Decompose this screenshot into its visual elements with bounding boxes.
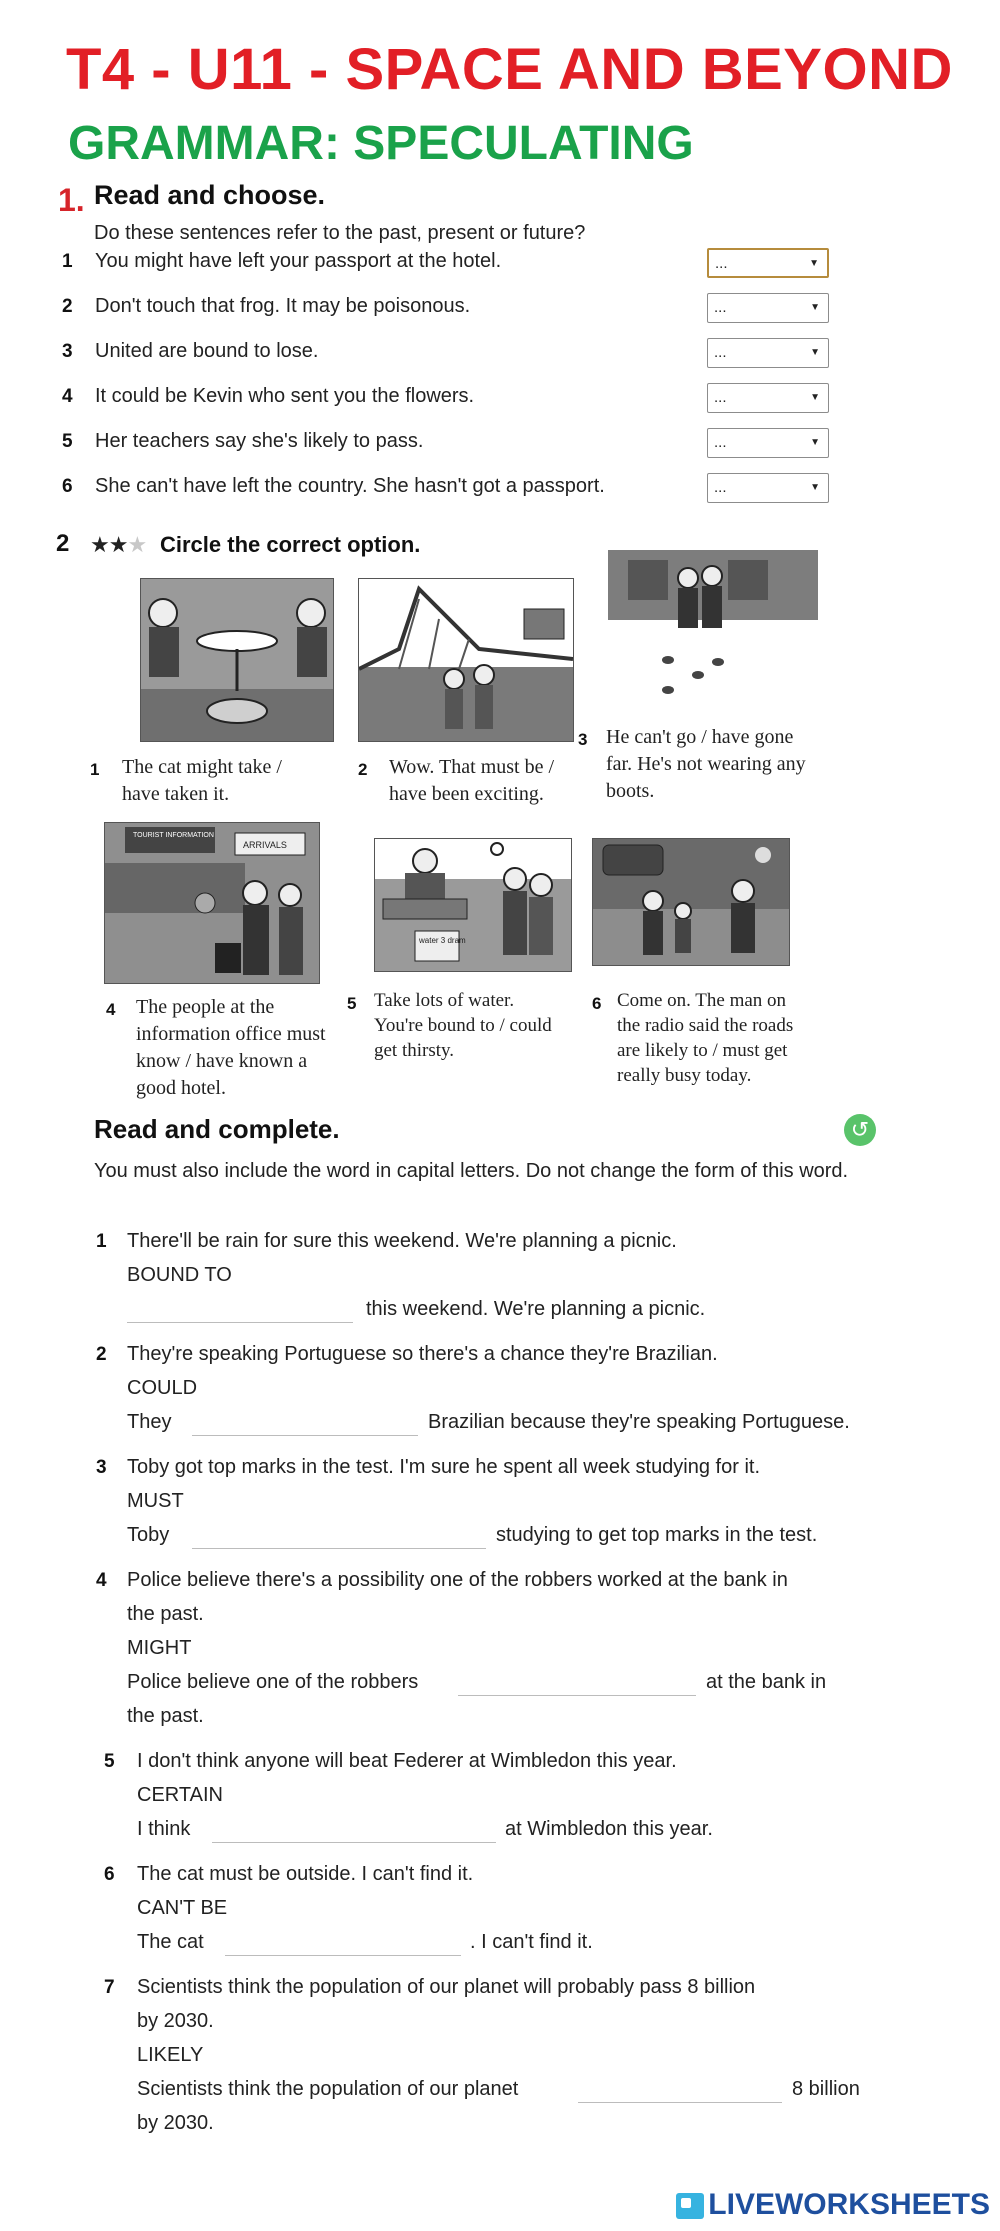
dropdown-value: ... bbox=[714, 389, 727, 406]
caption-line: get thirsty. bbox=[374, 1040, 455, 1061]
brand-name: LIVEWORKSHEETS bbox=[708, 2188, 990, 2221]
question-number: 5 bbox=[62, 431, 73, 452]
section2-number: 2 bbox=[56, 530, 70, 557]
question-number: 4 bbox=[62, 386, 73, 407]
answer-dropdown[interactable] bbox=[707, 338, 829, 368]
tourist-sign-label: TOURIST INFORMATION bbox=[133, 832, 214, 839]
exercise-after-text: by 2030. bbox=[137, 2112, 214, 2134]
caption-line: You're bound to / could bbox=[374, 1015, 552, 1036]
exercise-number: 3 bbox=[96, 1457, 107, 1478]
caption-number: 2 bbox=[358, 760, 368, 779]
dropdown-value: ... bbox=[714, 299, 727, 316]
caption-number: 1 bbox=[90, 760, 100, 779]
exercise-keyword: COULD bbox=[127, 1377, 198, 1399]
caption-line: Come on. The man on bbox=[617, 990, 787, 1011]
caret-down-icon: ▼ bbox=[810, 482, 820, 493]
caption-number: 4 bbox=[106, 1000, 116, 1019]
answer-input[interactable] bbox=[192, 1407, 418, 1436]
caption-line: Take lots of water. bbox=[374, 990, 515, 1011]
exercise-number: 2 bbox=[96, 1344, 107, 1365]
exercise-after-text: Brazilian because they're speaking Portuguese. bbox=[428, 1411, 850, 1433]
worksheet-title: T4 - U11 - SPACE AND BEYOND bbox=[66, 37, 953, 102]
section3-instruction: You must also include the word in capital letters. Do not change the form of this word. bbox=[94, 1160, 849, 1182]
caption-line: far. He's not wearing any bbox=[606, 753, 806, 775]
dropdown-value: ... bbox=[714, 344, 727, 361]
caret-down-icon: ▼ bbox=[810, 392, 820, 403]
answer-dropdown[interactable] bbox=[707, 428, 829, 458]
exercise-before-text: Toby bbox=[127, 1524, 170, 1546]
exercise-prompt: the past. bbox=[127, 1603, 204, 1625]
exercise-before-text: The cat bbox=[137, 1931, 204, 1953]
answer-input[interactable] bbox=[212, 1814, 496, 1843]
answer-input[interactable] bbox=[458, 1667, 696, 1696]
exercise-before-text: Police believe one of the robbers bbox=[127, 1671, 419, 1693]
exercise-prompt: I don't think anyone will beat Federer at Wimbledon this year. bbox=[137, 1750, 677, 1772]
liveworksheets-icon bbox=[676, 2193, 704, 2219]
exercise-before-text: I think bbox=[137, 1818, 191, 1840]
answer-input[interactable] bbox=[225, 1927, 461, 1956]
exercise-prompt: Scientists think the population of our planet will probably pass 8 billion bbox=[137, 1976, 756, 1998]
exercise-prompt: Toby got top marks in the test. I'm sure he spent all week studying for it. bbox=[127, 1456, 761, 1478]
water-stall-label: water 3 dram bbox=[419, 936, 466, 945]
exercise-number: 4 bbox=[96, 1570, 107, 1591]
answer-input[interactable] bbox=[127, 1294, 353, 1323]
answer-dropdown[interactable] bbox=[707, 293, 829, 323]
exercise-after-text: this weekend. We're planning a picnic. bbox=[366, 1298, 706, 1320]
exercise-before-text: They bbox=[127, 1411, 172, 1433]
exercise-number: 6 bbox=[104, 1864, 115, 1885]
refresh-icon: ↺ bbox=[850, 1117, 870, 1142]
caption-line: boots. bbox=[606, 780, 655, 802]
exercise-prompt: Police believe there's a possibility one of the robbers worked at the bank in bbox=[127, 1569, 788, 1591]
caret-down-icon: ▼ bbox=[810, 437, 820, 448]
question-number: 6 bbox=[62, 476, 73, 497]
caption-text bbox=[374, 988, 552, 1063]
question-number: 2 bbox=[62, 296, 73, 317]
caption-line: know / have known a bbox=[136, 1050, 308, 1072]
caption-text bbox=[136, 994, 326, 1102]
question-number: 3 bbox=[62, 341, 73, 362]
caption-line: The cat might take / bbox=[122, 756, 282, 778]
exercise-keyword: LIKELY bbox=[137, 2044, 204, 2066]
exercise-after-text: 8 billion bbox=[792, 2078, 860, 2100]
exercise-prompt: There'll be rain for sure this weekend. We're planning a picnic. bbox=[127, 1230, 677, 1252]
reset-button[interactable] bbox=[844, 1114, 876, 1146]
answer-dropdown[interactable] bbox=[707, 473, 829, 503]
caret-down-icon: ▼ bbox=[810, 347, 820, 358]
answer-dropdown[interactable] bbox=[707, 383, 829, 413]
illustration-water-stall bbox=[374, 838, 572, 972]
exercise-prompt: The cat must be outside. I can't find it. bbox=[137, 1863, 474, 1885]
question-text: Don't touch that frog. It may be poisonous. bbox=[95, 295, 471, 317]
exercise-keyword: MIGHT bbox=[127, 1637, 192, 1659]
exercise-prompt: by 2030. bbox=[137, 2010, 214, 2032]
worksheet-subtitle: GRAMMAR: SPECULATING bbox=[68, 117, 694, 170]
caption-text bbox=[617, 988, 793, 1088]
dropdown-value: ... bbox=[714, 434, 727, 451]
exercise-after-text: the past. bbox=[127, 1705, 204, 1727]
section1-heading: Read and choose. bbox=[94, 180, 326, 210]
caption-text bbox=[389, 754, 554, 808]
question-text: United are bound to lose. bbox=[95, 340, 319, 362]
caption-line: information office must bbox=[136, 1023, 326, 1045]
caption-line: the radio said the roads bbox=[617, 1015, 794, 1036]
illustration-restaurant bbox=[140, 578, 334, 742]
caret-down-icon: ▼ bbox=[809, 258, 819, 269]
exercise-keyword: MUST bbox=[127, 1490, 184, 1512]
exercise-after-text: at Wimbledon this year. bbox=[505, 1818, 713, 1840]
section3-heading: Read and complete. bbox=[94, 1114, 340, 1144]
caption-line: have been exciting. bbox=[389, 783, 544, 805]
caret-down-icon: ▼ bbox=[810, 302, 820, 313]
difficulty-stars bbox=[90, 532, 146, 558]
exercise-keyword: CERTAIN bbox=[137, 1784, 223, 1806]
caption-text bbox=[606, 724, 806, 805]
dropdown-value: ... bbox=[715, 255, 728, 272]
section2-heading: Circle the correct option. bbox=[160, 532, 421, 557]
exercise-prompt: They're speaking Portuguese so there's a chance they're Brazilian. bbox=[127, 1343, 718, 1365]
answer-input[interactable] bbox=[578, 2074, 782, 2103]
star-icon: ★★ bbox=[90, 532, 128, 557]
illustration-rollercoaster bbox=[358, 578, 574, 742]
caption-number: 5 bbox=[347, 994, 357, 1013]
exercise-number: 1 bbox=[96, 1231, 107, 1252]
illustration-tourist-information bbox=[104, 822, 320, 984]
caption-line: are likely to / must get bbox=[617, 1040, 788, 1061]
exercise-after-text: . I can't find it. bbox=[470, 1931, 593, 1953]
caption-line: really busy today. bbox=[617, 1065, 752, 1086]
answer-dropdown[interactable] bbox=[707, 248, 829, 278]
question-text: She can't have left the country. She hasn't got a passport. bbox=[95, 475, 605, 497]
question-text: Her teachers say she's likely to pass. bbox=[95, 430, 424, 452]
caption-number: 6 bbox=[592, 994, 602, 1013]
star-empty-icon: ★ bbox=[127, 532, 147, 557]
caption-number: 3 bbox=[578, 730, 588, 749]
exercise-keyword: BOUND TO bbox=[127, 1264, 232, 1286]
illustration-snow-footprints bbox=[608, 550, 818, 710]
arrivals-sign-label: ARRIVALS bbox=[243, 840, 287, 850]
caption-line: have taken it. bbox=[122, 783, 230, 805]
exercise-number: 7 bbox=[104, 1977, 115, 1998]
section1-number: 1. bbox=[58, 182, 85, 218]
caption-line: Wow. That must be / bbox=[389, 756, 555, 778]
exercise-after-text: studying to get top marks in the test. bbox=[496, 1524, 818, 1546]
question-text: You might have left your passport at the hotel. bbox=[95, 250, 502, 272]
answer-input[interactable] bbox=[192, 1520, 486, 1549]
question-text: It could be Kevin who sent you the flowers. bbox=[95, 385, 475, 407]
exercise-before-text: Scientists think the population of our planet bbox=[137, 2078, 519, 2100]
question-number: 1 bbox=[62, 251, 73, 272]
caption-text bbox=[122, 754, 282, 808]
dropdown-value: ... bbox=[714, 479, 727, 496]
caption-line: good hotel. bbox=[136, 1077, 226, 1099]
liveworksheets-logo bbox=[676, 2188, 990, 2222]
exercise-after-text: at the bank in bbox=[706, 1671, 827, 1693]
caption-line: The people at the bbox=[136, 996, 275, 1018]
section1-instruction: Do these sentences refer to the past, present or future? bbox=[94, 222, 586, 244]
caption-line: He can't go / have gone bbox=[606, 726, 794, 748]
exercise-number: 5 bbox=[104, 1751, 115, 1772]
exercise-keyword: CAN'T BE bbox=[137, 1897, 228, 1919]
illustration-night-street bbox=[592, 838, 790, 966]
